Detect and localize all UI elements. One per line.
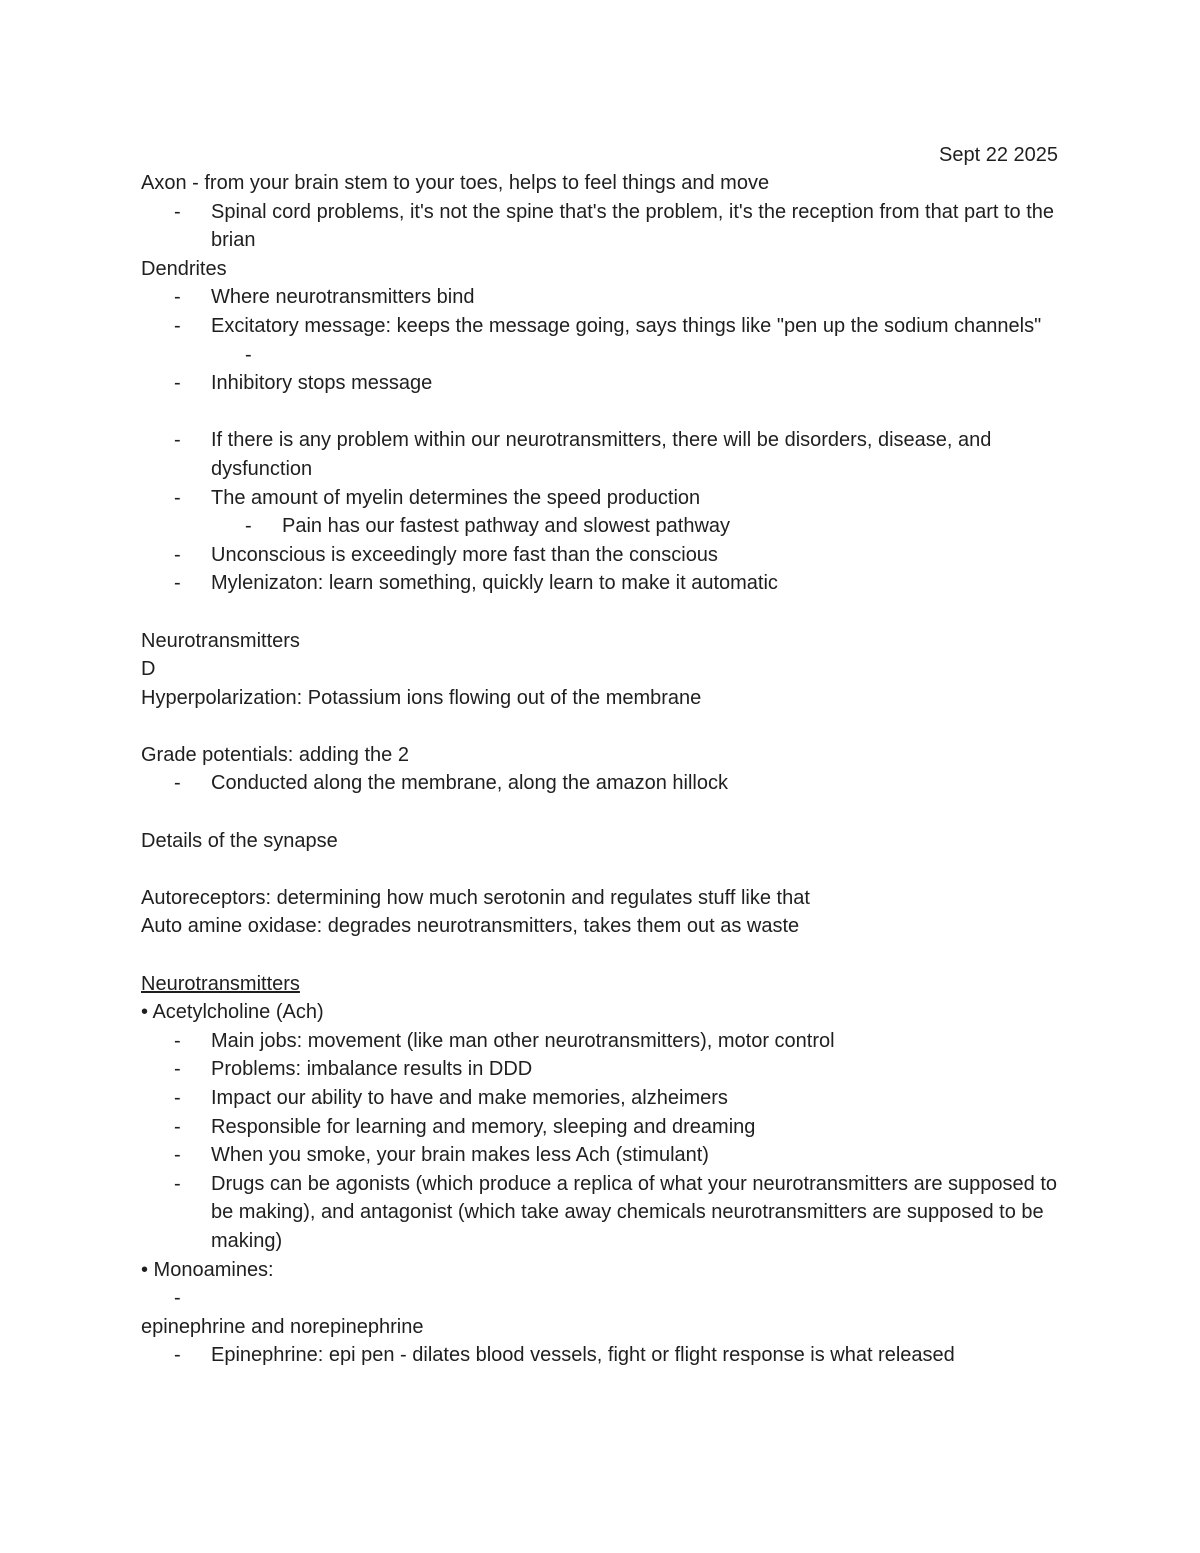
bullet-item [141, 484, 1066, 513]
bullet-item [141, 426, 1066, 483]
dash-bullet-marker: - [174, 543, 181, 566]
bullet-text: The amount of myelin determines the speed production [211, 486, 701, 509]
bullet-text: Epinephrine: epi pen - dilates blood vessels, fight or flight response is what released [211, 1344, 955, 1367]
dash-bullet-marker: - [174, 1172, 181, 1195]
bullet-item [141, 1170, 1066, 1256]
bullet-item [141, 1341, 1066, 1370]
dash-bullet-marker: - [174, 772, 181, 795]
bullet-item [141, 769, 1066, 798]
text-line: Autoreceptors: determining how much serotonin and regulates stuff like that [141, 886, 810, 909]
bullet-item [141, 1055, 1066, 1084]
text-line: Dendrites [141, 257, 227, 280]
bullet-text: Pain has our fastest pathway and slowest pathway [282, 515, 731, 538]
dash-bullet-marker: - [174, 1344, 181, 1367]
bullet-item [141, 1113, 1066, 1142]
text-line: • Monoamines: [141, 1258, 274, 1281]
bullet-item [141, 569, 1066, 598]
dash-bullet-marker: - [174, 1029, 181, 1052]
note-date: Sept 22 2025 [939, 144, 1058, 166]
blank-line [141, 941, 1066, 970]
dash-bullet-marker: - [174, 372, 181, 395]
blank-line [141, 712, 1066, 741]
dash-bullet-marker: - [174, 1058, 181, 1081]
text-line: Axon - from your brain stem to your toes, helps to feel things and move [141, 172, 770, 194]
bullet-text: Spinal cord problems, it's not the spine that's the problem, it's the reception from that part to the brian [211, 200, 1055, 252]
text-line: Grade potentials: adding the 2 [141, 743, 409, 766]
note-content [141, 169, 1066, 1370]
blank-line [141, 855, 1066, 884]
dash-bullet-marker: - [245, 515, 252, 538]
bullet-text: Main jobs: movement (like man other neurotransmitters), motor control [211, 1029, 835, 1052]
dash-bullet-marker: - [174, 486, 181, 509]
bullet-item [141, 1027, 1066, 1056]
bullet-text: Unconscious is exceedingly more fast than the conscious [211, 543, 718, 566]
blank-line [141, 598, 1066, 627]
blank-line [141, 398, 1066, 427]
dash-bullet-marker: - [174, 1115, 181, 1138]
bullet-text: When you smoke, your brain makes less Ach (stimulant) [211, 1144, 709, 1167]
dash-bullet-marker: - [174, 314, 181, 337]
bullet-text: Problems: imbalance results in DDD [211, 1058, 533, 1081]
bullet-text: Inhibitory stops message [211, 372, 433, 395]
bullet-text: Mylenizaton: learn something, quickly learn to make it automatic [211, 572, 778, 595]
text-line: • Acetylcholine (Ach) [141, 1001, 324, 1024]
sub-bullet-item [141, 341, 1066, 370]
dash-bullet-marker: - [174, 429, 181, 452]
dash-bullet-marker: - [174, 1087, 181, 1109]
bullet-text: Responsible for learning and memory, sleeping and dreaming [211, 1115, 756, 1138]
text-line: epinephrine and norepinephrine [141, 1315, 424, 1338]
bullet-text: Drugs can be agonists (which produce a replica of what your neurotransmitters are supposed to be making), and antagonist (which take away chemicals neurotransmitters are supposed to be making) [211, 1172, 1058, 1252]
bullet-item [141, 369, 1066, 398]
bullet-text: Impact our ability to have and make memories, alzheimers [211, 1087, 728, 1109]
dash-bullet-marker: - [174, 1287, 181, 1310]
text-line: Auto amine oxidase: degrades neurotransmitters, takes them out as waste [141, 915, 800, 938]
bullet-item [141, 1284, 1066, 1313]
sub-bullet-item [141, 512, 1066, 541]
bullet-item [141, 1141, 1066, 1170]
bullet-text: If there is any problem within our neurotransmitters, there will be disorders, disease, and dysfunction [211, 429, 992, 480]
dash-bullet-marker: - [174, 572, 181, 595]
bullet-item [141, 1084, 1066, 1113]
blank-line [141, 798, 1066, 827]
text-line: D [141, 658, 156, 681]
text-line: Neurotransmitters [141, 629, 300, 652]
dash-bullet-marker: - [174, 1144, 181, 1167]
bullet-item [141, 283, 1066, 312]
text-line: Details of the synapse [141, 829, 338, 852]
bullet-item [141, 541, 1066, 570]
bullet-item [141, 198, 1066, 255]
dash-bullet-marker: - [174, 200, 181, 223]
dash-bullet-marker: - [245, 343, 252, 366]
bullet-text: Excitatory message: keeps the message going, says things like "pen up the sodium channels" [211, 314, 1042, 337]
dash-bullet-marker: - [174, 286, 181, 309]
bullet-item [141, 312, 1066, 341]
section-heading: Neurotransmitters [141, 972, 300, 995]
bullet-text: Where neurotransmitters bind [211, 286, 475, 309]
bullet-text: Conducted along the membrane, along the amazon hillock [211, 772, 728, 795]
text-line: Hyperpolarization: Potassium ions flowing out of the membrane [141, 686, 702, 709]
